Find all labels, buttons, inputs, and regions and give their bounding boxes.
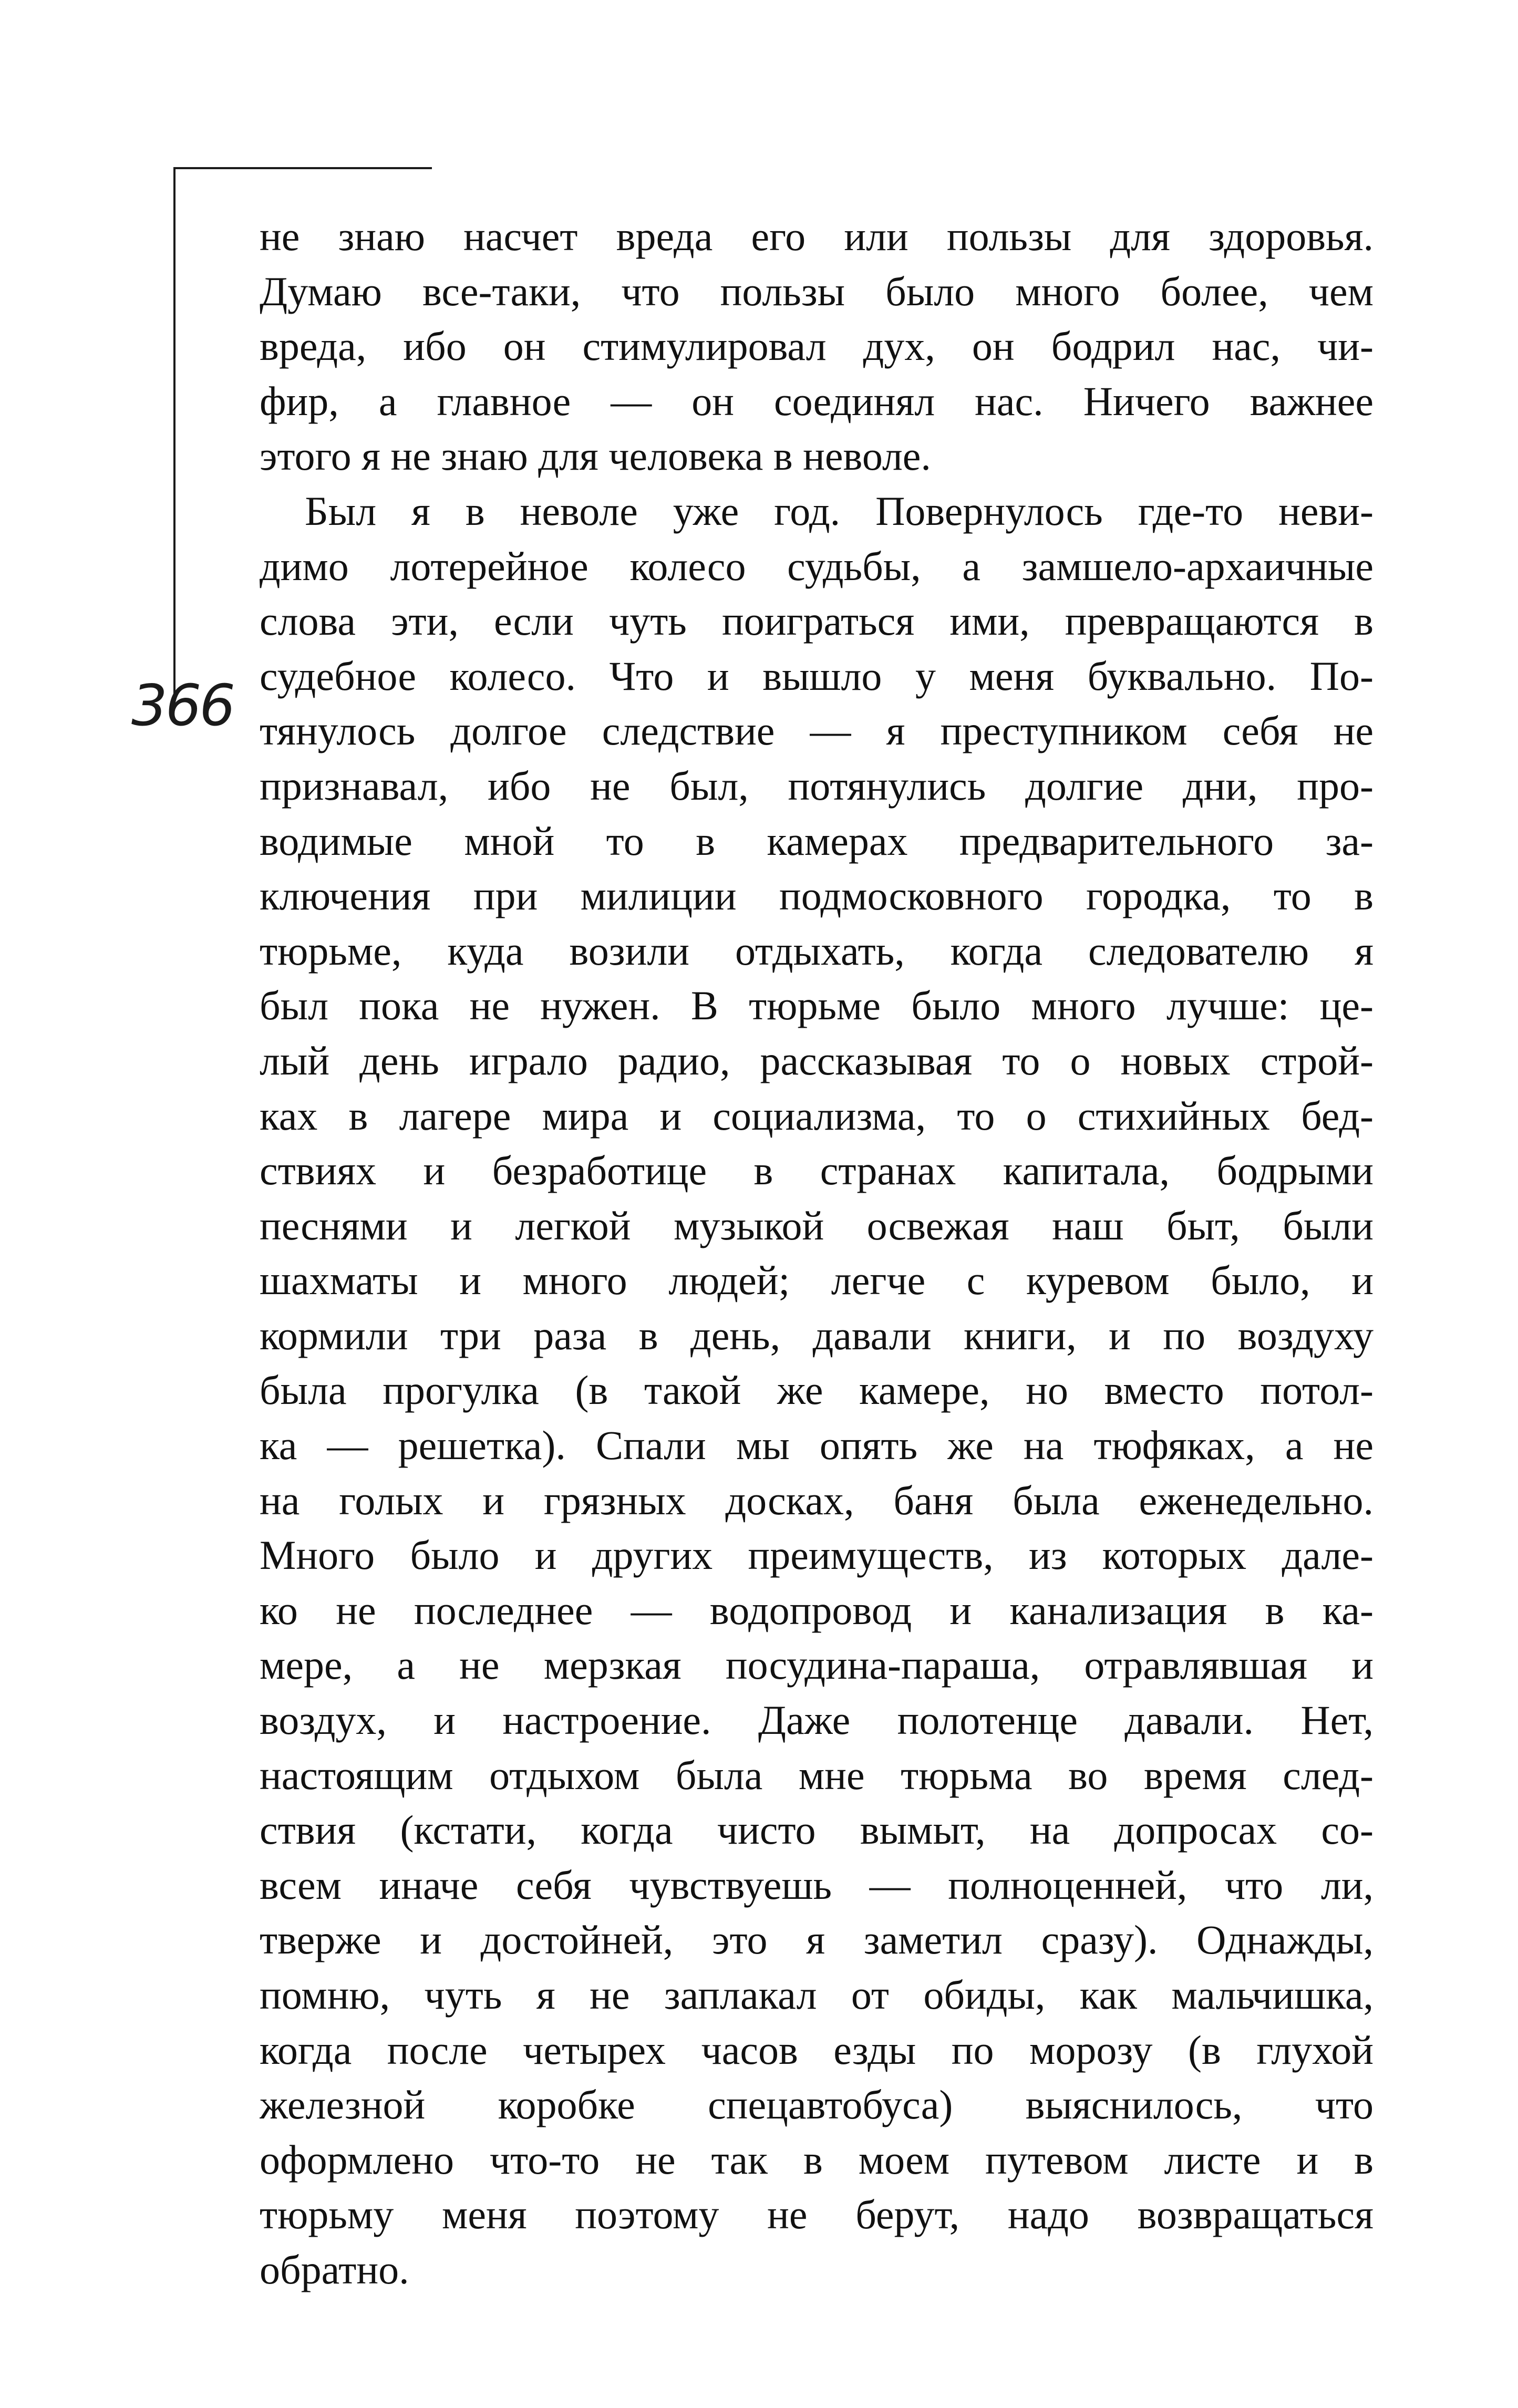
text-line: вреда, ибо он стимулировал дух, он бодрил нас, чи- xyxy=(260,323,1374,369)
text-line: воздух, и настроение. Даже полотенце давали. Нет, xyxy=(260,1697,1374,1743)
text-line: Думаю все-таки, что пользы было много более, чем xyxy=(260,268,1374,314)
text-line: ко не последнее — водопровод и канализация в ка- xyxy=(260,1587,1374,1633)
text-line: шахматы и много людей; легче с куревом было, и xyxy=(260,1257,1374,1304)
text-line: лый день играло радио, рассказывая то о новых строй- xyxy=(260,1037,1374,1083)
text-line: всем иначе себя чувствуешь — полноценней, что ли, xyxy=(260,1862,1374,1908)
text-line: железной коробке спецавтобуса) выяснилось, что xyxy=(260,2082,1374,2128)
body-text xyxy=(260,209,1374,2298)
text-line: фир, а главное — он соединял нас. Ничего важнее xyxy=(260,378,1374,424)
text-line: на голых и грязных досках, баня была еженедельно. xyxy=(260,1477,1374,1523)
text-line: помню, чуть я не заплакал от обиды, как мальчишка, xyxy=(260,1972,1374,2018)
text-line: признавал, ибо не был, потянулись долгие дни, про- xyxy=(260,762,1374,809)
text-line: тянулось долгое следствие — я преступником себя не xyxy=(260,708,1374,754)
text-line: мере, а не мерзкая посудина-параша, отравлявшая и xyxy=(260,1642,1374,1688)
text-line: слова эти, если чуть поиграться ими, превращаются в xyxy=(260,598,1374,644)
text-line: ключения при милиции подмосковного городка, то в xyxy=(260,873,1374,919)
text-line: ствия (кстати, когда чисто вымыт, на допросах со- xyxy=(260,1807,1374,1853)
text-line: водимые мной то в камерах предварительного за- xyxy=(260,818,1374,864)
margin-bracket-left-rule xyxy=(173,167,175,696)
text-line: тюрьме, куда возили отдыхать, когда следователю я xyxy=(260,927,1374,974)
text-line: был пока не нужен. В тюрьме было много лучше: це- xyxy=(260,983,1374,1029)
text-line: не знаю насчет вреда его или пользы для здоровья. xyxy=(260,213,1374,259)
text-line: настоящим отдыхом была мне тюрьма во время след- xyxy=(260,1752,1374,1798)
text-line: тюрьму меня поэтому не берут, надо возвращаться xyxy=(260,2192,1374,2238)
text-line: ках в лагере мира и социализма, то о стихийных бед- xyxy=(260,1092,1374,1139)
text-line: была прогулка (в такой же камере, но вместо потол- xyxy=(260,1367,1374,1413)
text-line: кормили три раза в день, давали книги, и по воздуху xyxy=(260,1312,1374,1358)
text-line: тверже и достойней, это я заметил сразу). Однажды, xyxy=(260,1917,1374,1963)
text-line: судебное колесо. Что и вышло у меня буквально. По- xyxy=(260,653,1374,699)
text-line: обратно. xyxy=(260,2246,409,2292)
text-line: песнями и легкой музыкой освежая наш быт, были xyxy=(260,1202,1374,1248)
handwritten-page-number: 366 xyxy=(131,673,234,739)
text-line: этого я не знаю для человека в неволе. xyxy=(260,433,931,479)
text-line: ствиях и безработице в странах капитала, бодрыми xyxy=(260,1148,1374,1194)
margin-bracket-top-rule xyxy=(173,167,432,169)
text-line: ка — решетка). Спали мы опять же на тюфяках, а не xyxy=(260,1422,1374,1469)
text-line: когда после четырех часов езды по морозу (в глухой xyxy=(260,2027,1374,2073)
text-line: димо лотерейное колесо судьбы, а замшело-архаичные xyxy=(260,543,1374,589)
text-line: оформлено что-то не так в моем путевом листе и в xyxy=(260,2136,1374,2183)
text-line: Был я в неволе уже год. Повернулось где-то неви- xyxy=(305,488,1374,534)
text-line: Много было и других преимуществ, из которых дале- xyxy=(260,1532,1374,1578)
